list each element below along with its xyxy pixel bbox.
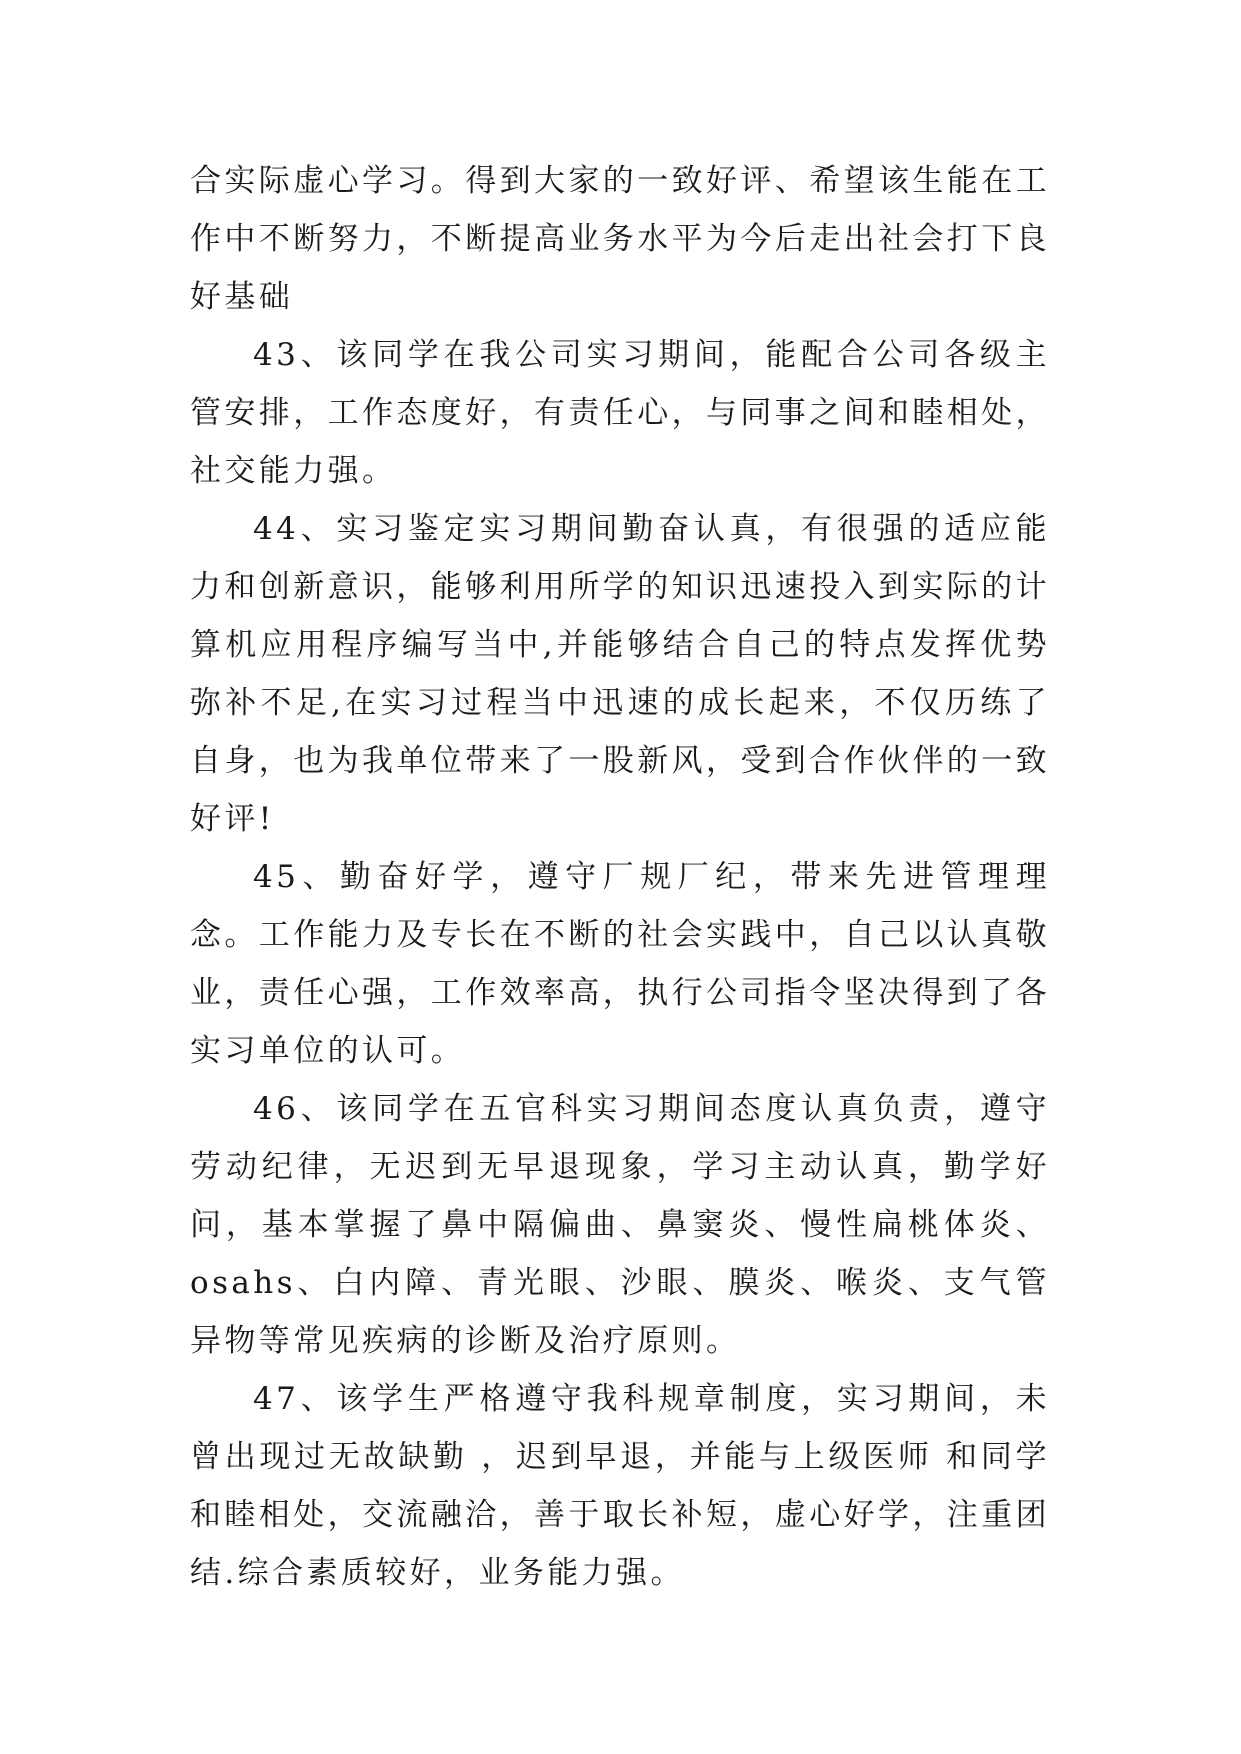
- document-body: [190, 152, 1050, 1602]
- paragraph-item-44: 44、实习鉴定实习期间勤奋认真，有很强的适应能力和创新意识，能够利用所学的知识迅速投入到实际的计算机应用程序编写当中,并能够结合自己的特点发挥优势弥补不足,在实习过程当中迅速的成长起来，不仅历练了自身，也为我单位带来了一股新风，受到合作伙伴的一致好评!: [190, 511, 1050, 837]
- paragraph-item-43: 43、该同学在我公司实习期间，能配合公司各级主管安排，工作态度好，有责任心，与同事之间和睦相处，社交能力强。: [190, 337, 1050, 489]
- paragraph-item-45: 45、勤奋好学，遵守厂规厂纪，带来先进管理理念。工作能力及专长在不断的社会实践中，自己以认真敬业，责任心强，工作效率高，执行公司指令坚决得到了各实习单位的认可。: [190, 859, 1050, 1069]
- paragraph-item-46: 46、该同学在五官科实习期间态度认真负责，遵守劳动纪律，无迟到无早退现象，学习主动认真，勤学好问，基本掌握了鼻中隔偏曲、鼻窦炎、慢性扁桃体炎、osahs、白内障、青光眼、沙眼、膜炎、喉炎、支气管异物等常见疾病的诊断及治疗原则。: [190, 1091, 1050, 1359]
- paragraph-continuation: 合实际虚心学习。得到大家的一致好评、希望该生能在工作中不断努力，不断提高业务水平为今后走出社会打下良好基础: [190, 163, 1050, 315]
- paragraph-item-47: 47、该学生严格遵守我科规章制度，实习期间，未曾出现过无故缺勤 ，迟到早退，并能与上级医师 和同学和睦相处，交流融洽，善于取长补短，虚心好学，注重团结.综合素质较好，业务能力强。: [190, 1381, 1050, 1591]
